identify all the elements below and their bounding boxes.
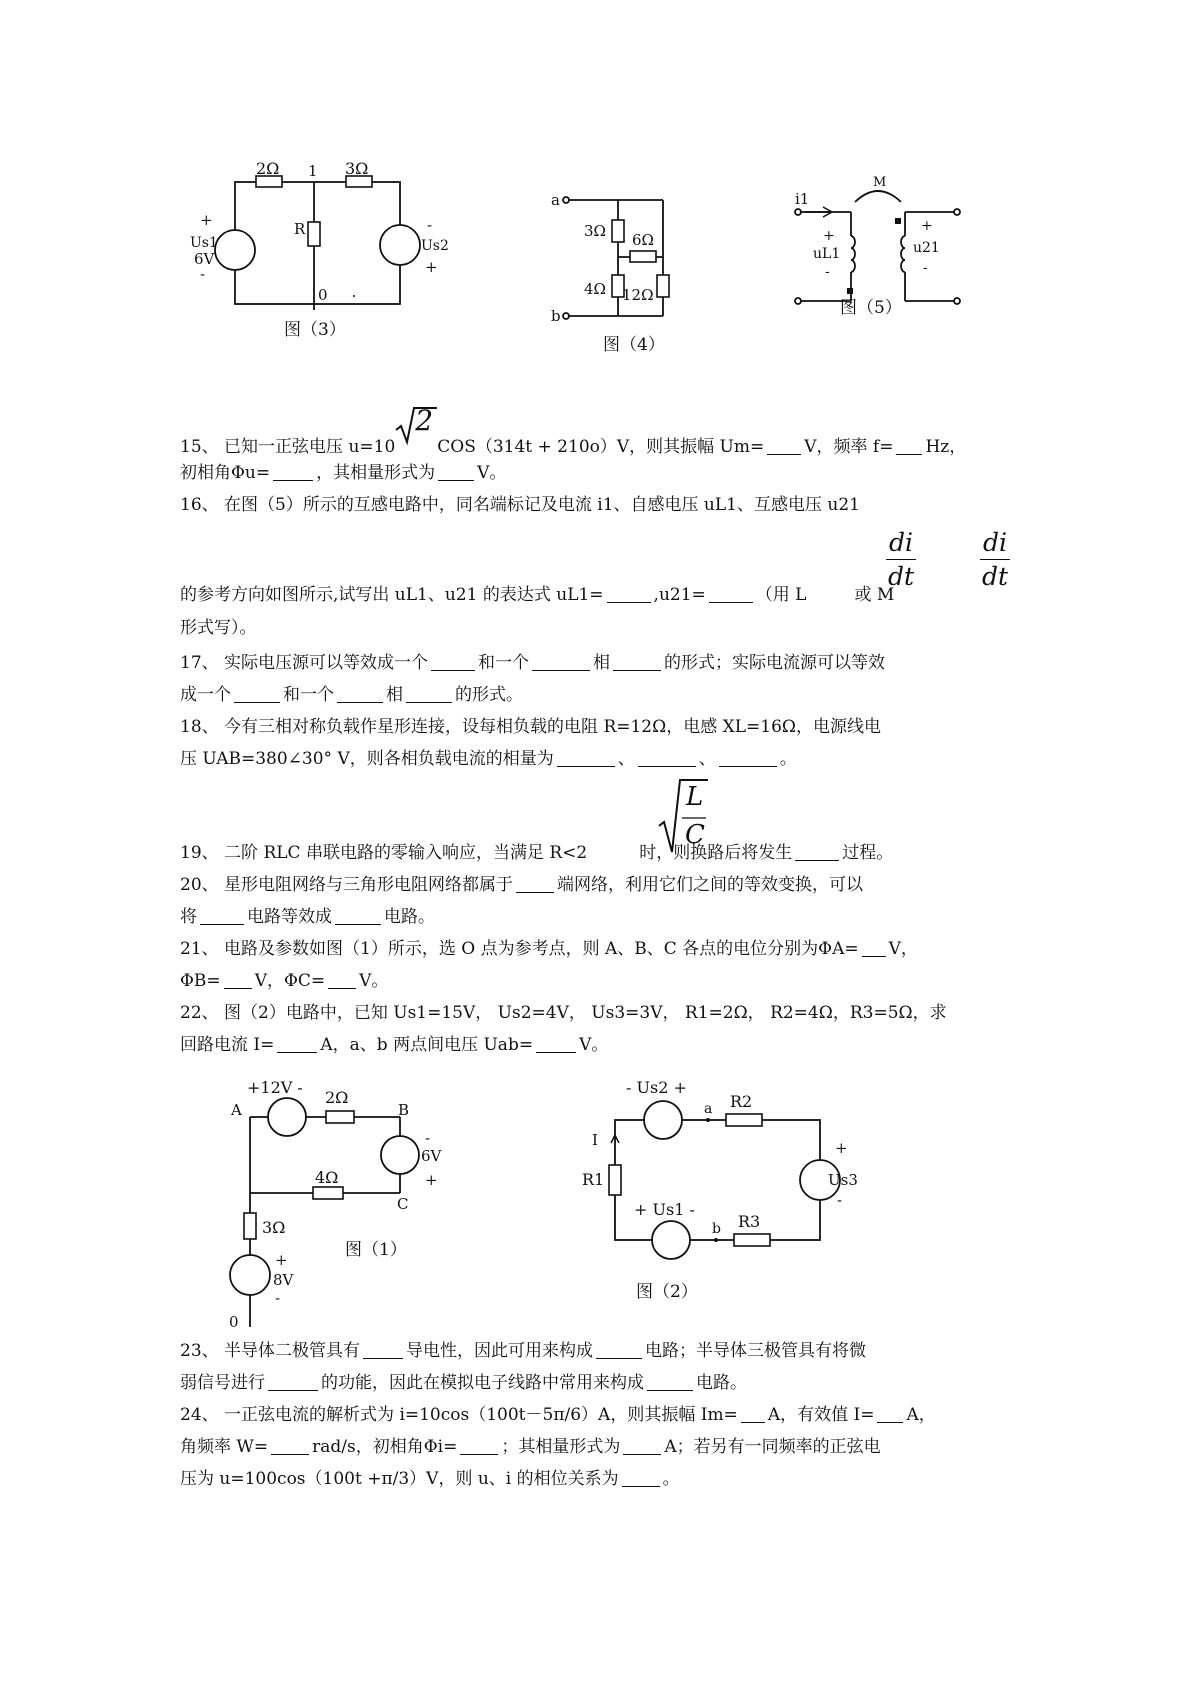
q19-sqrt-num: L [686, 782, 704, 812]
q18-sep-2: 、 [698, 749, 716, 769]
q18-text-1: 18、 今有三相对称负载作星形连接，设每相负载的电阻 R=12Ω，电感 XL=16Ω，电源线电 [180, 717, 881, 737]
fig3-label-3ohm: 3Ω [345, 159, 369, 178]
q16-line-3 [180, 617, 257, 639]
fig1-label-3ohm: 3Ω [262, 1218, 286, 1237]
q24-text-i: 。 [662, 1469, 680, 1489]
q24-blank-relation[interactable] [622, 1468, 660, 1487]
q15-text-g: V。 [477, 463, 507, 483]
q23-line-2 [180, 1372, 747, 1394]
q21-line-1 [180, 938, 918, 960]
fig4-label-3ohm: 3Ω [584, 222, 606, 240]
q21-blank-c[interactable] [328, 970, 356, 989]
q17-text-g: 相 [386, 685, 403, 705]
fig5-label-plus-right: + [921, 218, 933, 234]
q23-text-f: 电路。 [696, 1373, 747, 1393]
q22-line-1 [180, 1002, 947, 1024]
q21-text-d: V，ΦC= [254, 971, 326, 991]
q20-text-d: 电路等效成 [247, 907, 332, 927]
fig1-label-minus-b: - [425, 1129, 431, 1147]
q16-fraction-m [980, 528, 1010, 591]
q22-line-2 [180, 1034, 608, 1056]
q20-blank-3[interactable] [335, 906, 381, 925]
q18-line-2 [180, 748, 797, 770]
q17-text-c: 相 [593, 653, 611, 673]
fig3-label-2ohm: 2Ω [256, 159, 280, 178]
q15-text-d: Hz， [925, 437, 967, 457]
fig1-label-6v: 6V [421, 1147, 442, 1165]
q21-text-c: ΦB= [180, 971, 221, 991]
fig4-label-b: b [551, 307, 561, 325]
fig3-label-us1: Us1 [190, 235, 218, 251]
q17-text-d: 的形式；实际电流源可以等效 [664, 653, 886, 673]
q24-text-d: 角频率 W= [180, 1437, 269, 1457]
fig3-label-node0: 0 [318, 286, 328, 304]
fig1-caption: 图（1） [345, 1240, 407, 1260]
q15-blank-f[interactable] [896, 436, 922, 455]
q23-text-b: 导电性，因此可用来构成 [406, 1341, 594, 1361]
fig4-label-4ohm: 4Ω [584, 280, 606, 298]
q16-text-c: （用 L [755, 585, 807, 605]
q23-text-a: 23、 半导体二极管具有 [180, 1341, 361, 1361]
q18-sep-1: 、 [617, 749, 635, 769]
q23-blank-4[interactable] [647, 1372, 693, 1391]
fig3-label-us2: Us2 [421, 238, 449, 254]
q15-blank-phase[interactable] [273, 462, 313, 481]
fig1-label-0: 0 [229, 1313, 239, 1331]
q16-text-a: 的参考方向如图所示,试写出 uL1、u21 的表达式 uL1= [180, 585, 604, 605]
q15-text-e: 初相角Φu= [180, 463, 271, 483]
q15-text-b: COS（314t + 210o）V，则其振幅 Um= [437, 437, 765, 457]
q17-blank-6[interactable] [406, 684, 452, 703]
q24-blank-i[interactable] [877, 1404, 903, 1423]
q18-blank-1[interactable] [557, 748, 615, 767]
q24-text-h: 压为 u=100cos（100t +π/3）V，则 u、i 的相位关系为 [180, 1469, 619, 1489]
q24-text-e: rad/s，初相角Φi= [312, 1437, 458, 1457]
q16-text-1: 16、 在图（5）所示的互感电路中，同名端标记及电流 i1、自感电压 uL1、互感电压 u21 [180, 495, 860, 515]
q23-text-c: 电路；半导体三极管具有将微 [645, 1341, 867, 1361]
fig4-caption: 图（4） [603, 335, 665, 355]
fig1-label-12v: +12V - [247, 1078, 303, 1097]
q24-line-3 [180, 1468, 680, 1490]
q16-blank-ul1[interactable] [607, 584, 651, 603]
fig1-label-8v: 8V [273, 1271, 294, 1289]
q15-blank-um[interactable] [767, 436, 801, 455]
q20-text-c: 将 [180, 907, 197, 927]
fig5-label-minus-left: - [825, 264, 830, 280]
q15-sqrt [395, 404, 437, 452]
q22-text-c: V。 [579, 1035, 609, 1055]
fig3-label-plus-right: + [425, 258, 438, 276]
q17-text-h: 的形式。 [455, 685, 523, 705]
q20-text-b: 端网络，利用它们之间的等效变换，可以 [557, 875, 864, 895]
fig2-label-us3: Us3 [828, 1171, 858, 1189]
fig2-label-a: a [704, 1101, 713, 1117]
q24-blank-w[interactable] [271, 1436, 309, 1455]
fig2-label-r2: R2 [730, 1092, 753, 1111]
q22-text-a: 回路电流 I= [180, 1035, 275, 1055]
q21-blank-b[interactable] [224, 970, 252, 989]
q16-frac-den-2: dt [981, 562, 1009, 591]
fig2-label-i: I [592, 1131, 598, 1149]
q24-text-g: A；若另有一同频率的正弦电 [664, 1437, 881, 1457]
q24-line-2 [180, 1436, 881, 1458]
q18-blank-3[interactable] [719, 748, 777, 767]
figure-3 [190, 160, 460, 345]
figure-4 [548, 178, 728, 363]
q20-blank-1[interactable] [516, 874, 554, 893]
q23-line-1 [180, 1340, 866, 1362]
q15-text-a: 15、 已知一正弦电压 u=10 [180, 437, 396, 457]
q17-blank-1[interactable] [431, 652, 475, 671]
q24-line-1 [180, 1404, 936, 1426]
q20-line-2 [180, 906, 435, 928]
q16-frac-den-1: dt [887, 562, 915, 591]
q24-text-a: 24、 一正弦电流的解析式为 i=10cos（100t－5π/6）A，则其振幅 Im= [180, 1405, 738, 1425]
q22-blank-uab[interactable] [536, 1034, 576, 1053]
q19-line-1 [180, 842, 893, 864]
fig5-label-u21: u21 [913, 240, 940, 256]
fig5-caption: 图（5） [840, 298, 902, 318]
q18-end: 。 [779, 749, 797, 769]
fig4-label-12ohm: 12Ω [622, 286, 654, 304]
q20-text-a: 20、 星形电阻网络与三角形电阻网络都属于 [180, 875, 514, 895]
q22-text-1: 22、 图（2）电路中，已知 Us1=15V， Us2=4V， Us3=3V， R1=2Ω， R2=4Ω，R3=5Ω，求 [180, 1003, 947, 1023]
q17-blank-4[interactable] [234, 684, 280, 703]
q21-text-e: V。 [359, 971, 389, 991]
q20-text-e: 电路。 [384, 907, 435, 927]
fig1-label-plus-c: + [425, 1171, 438, 1189]
q23-text-e: 的功能，因此在模拟电子线路中常用来构成 [321, 1373, 644, 1393]
q17-blank-2[interactable] [532, 652, 590, 671]
q23-blank-3[interactable] [268, 1372, 318, 1391]
fig1-label-plus-8v: + [275, 1251, 288, 1269]
fig2-label-r1: R1 [582, 1170, 605, 1189]
q16-text-d: 或 M [854, 585, 895, 605]
fig5-label-m: M [873, 175, 887, 190]
figure-2 [578, 1075, 868, 1310]
fig3-label-minus-right: - [427, 216, 433, 234]
fig2-caption: 图（2） [636, 1282, 698, 1302]
q16-blank-u21[interactable] [709, 584, 753, 603]
q24-blank-phi[interactable] [460, 1436, 498, 1455]
fig3-label-plus-left: + [200, 211, 213, 229]
fig1-label-minus-8v: - [275, 1289, 281, 1307]
q16-frac-num-2: di [983, 528, 1007, 557]
fig2-label-plus-us3: + [835, 1139, 848, 1157]
q17-line-2 [180, 684, 523, 706]
q15-sqrt-value: 2 [415, 404, 434, 437]
q21-line-2 [180, 970, 388, 992]
q17-blank-3[interactable] [613, 652, 661, 671]
fig3-label-6v: 6V [194, 250, 215, 268]
fig5-label-i1: i1 [795, 190, 810, 208]
q15-text-f: ，其相量形式为 [316, 463, 436, 483]
q19-blank[interactable] [795, 842, 839, 861]
q21-text-b: V， [888, 939, 918, 959]
q17-text-f: 和一个 [283, 685, 334, 705]
fig1-label-c: C [397, 1195, 409, 1213]
q16-text-3: 形式写）。 [180, 618, 257, 638]
figure-5 [785, 175, 975, 343]
fig3-label-minus-left: - [200, 265, 206, 283]
q15-blank-phasor[interactable] [438, 462, 474, 481]
fig3-label-r: R [294, 220, 306, 238]
fig1-label-4ohm: 4Ω [315, 1168, 339, 1187]
q19-text-b: 时，则换路后将发生 [639, 843, 793, 863]
q15-line-1 [180, 404, 967, 458]
q15-line-2 [180, 462, 506, 484]
q17-text-a: 17、 实际电压源可以等效成一个 [180, 653, 429, 673]
q22-blank-i[interactable] [277, 1034, 317, 1053]
fig2-label-minus-us3: - [837, 1191, 843, 1209]
q23-blank-2[interactable] [596, 1340, 642, 1359]
q18-text-a: 压 UAB=380∠30° V，则各相负载电流的相量为 [180, 749, 554, 769]
fig3-caption: 图（3） [284, 320, 346, 340]
q16-fraction-l [886, 528, 916, 591]
fig3-label-node1: 1 [308, 162, 318, 180]
q20-line-1 [180, 874, 863, 896]
fig4-label-a: a [551, 191, 560, 209]
q22-text-b: A，a、b 两点间电压 Uab= [320, 1035, 534, 1055]
q24-text-f: ；其相量形式为 [501, 1437, 621, 1457]
q17-text-b: 和一个 [478, 653, 530, 673]
q16-line-2 [180, 584, 894, 606]
q16-line-1 [180, 494, 860, 516]
q15-text-c: V，频率 f= [804, 437, 894, 457]
fig1-label-b: B [398, 1101, 410, 1119]
q19-text-c: 过程。 [842, 843, 894, 863]
q23-text-d: 弱信号进行 [180, 1373, 265, 1393]
fig4-label-6ohm: 6Ω [632, 231, 654, 249]
fig1-label-a: A [231, 1101, 242, 1119]
q19-sqrt-den: C [685, 820, 705, 850]
fig5-label-minus-right: - [923, 260, 928, 276]
q17-blank-5[interactable] [337, 684, 383, 703]
q17-line-1 [180, 652, 885, 674]
q21-text-a: 21、 电路及参数如图（1）所示，选 O 点为参考点，则 A、B、C 各点的电位分别为ΦA= [180, 939, 859, 959]
q18-blank-2[interactable] [638, 748, 696, 767]
q17-text-e: 成一个 [180, 685, 231, 705]
q24-blank-im[interactable] [741, 1404, 765, 1423]
fig2-label-b: b [712, 1221, 721, 1237]
fig2-label-us1: + Us1 - [634, 1200, 695, 1219]
fig5-label-ul1: uL1 [813, 246, 841, 262]
q24-text-b: A，有效值 I= [767, 1405, 875, 1425]
q23-blank-1[interactable] [363, 1340, 403, 1359]
q18-line-1 [180, 716, 881, 738]
fig5-label-plus-left: + [823, 228, 835, 244]
q24-text-c: A， [906, 1405, 936, 1425]
fig2-label-us2: - Us2 + [626, 1078, 687, 1097]
q21-blank-a[interactable] [862, 938, 886, 957]
q24-blank-phasor[interactable] [623, 1436, 661, 1455]
figure-1 [215, 1075, 455, 1330]
q16-text-b: ,u21= [653, 585, 706, 605]
q20-blank-2[interactable] [200, 906, 244, 925]
q19-text-a: 19、 二阶 RLC 串联电路的零输入响应，当满足 R<2 [180, 843, 588, 863]
fig1-label-2ohm: 2Ω [325, 1088, 349, 1107]
q16-frac-num-1: di [889, 528, 913, 557]
fig2-label-r3: R3 [738, 1212, 761, 1231]
